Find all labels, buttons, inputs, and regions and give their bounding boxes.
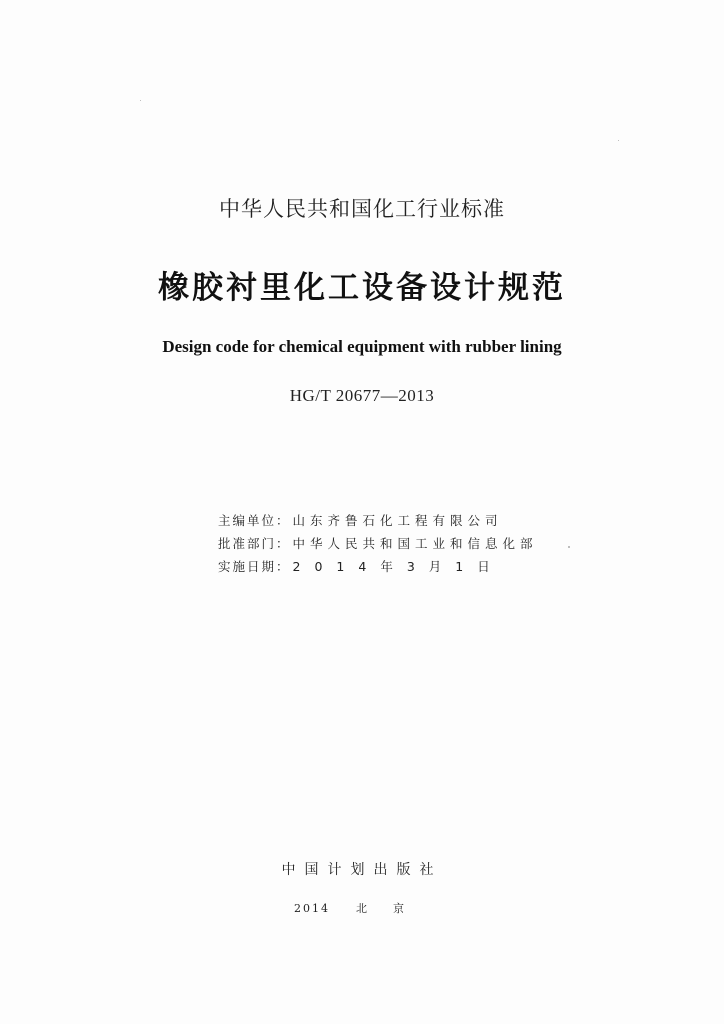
editor-label: 主编单位： bbox=[218, 513, 291, 528]
editor-row bbox=[218, 509, 538, 532]
approver-label: 批准部门： bbox=[218, 536, 291, 551]
scan-speck bbox=[140, 100, 141, 101]
document-title: 橡胶衬里化工设备设计规范 bbox=[158, 270, 566, 306]
approver-value: 中华人民共和国工业和信息化部 bbox=[292, 536, 538, 551]
document-title-english: Design code for chemical equipment with rubber lining bbox=[162, 337, 562, 356]
effective-date-row bbox=[218, 555, 538, 578]
publication-place bbox=[0, 900, 724, 916]
publication-city: 北京 bbox=[356, 902, 430, 915]
scan-speck bbox=[568, 546, 570, 548]
publication-year: 2014 bbox=[294, 902, 330, 915]
effective-date-value: 2014年3月1日 bbox=[292, 559, 504, 574]
publication-info bbox=[218, 509, 538, 578]
scan-speck bbox=[618, 140, 619, 141]
standard-code: HG/T 20677—2013 bbox=[289, 386, 435, 405]
approver-row bbox=[218, 532, 538, 555]
editor-value: 山东齐鲁石化工程有限公司 bbox=[292, 513, 503, 528]
publisher-name: 中国计划出版社 bbox=[281, 862, 443, 878]
standard-category: 中华人民共和国化工行业标准 bbox=[219, 197, 505, 221]
effective-date-label: 实施日期： bbox=[218, 559, 291, 574]
